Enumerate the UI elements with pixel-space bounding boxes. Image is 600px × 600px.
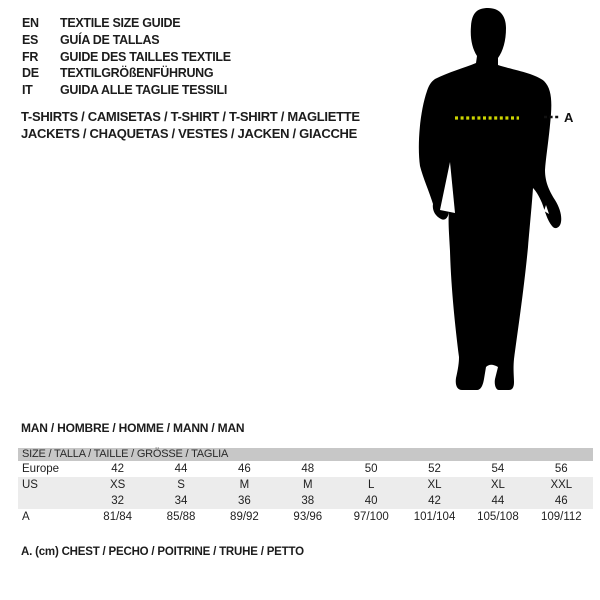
- table-row-us-numeric: [18, 493, 593, 509]
- table-row-chest-a: [18, 509, 593, 525]
- size-cell: S: [177, 479, 185, 491]
- size-cell: 52: [428, 463, 441, 475]
- language-code: EN: [22, 16, 39, 31]
- language-row-en: [22, 15, 231, 32]
- size-cell: 48: [301, 463, 315, 475]
- size-cell: 46: [554, 495, 568, 507]
- size-cell: 34: [174, 495, 188, 507]
- language-label: GUIDA ALLE TAGLIE TESSILI: [60, 83, 228, 98]
- measure-label-a: A: [564, 110, 574, 125]
- table-row-us: [18, 477, 593, 493]
- size-table: [18, 448, 593, 525]
- row-label: A: [22, 511, 30, 523]
- language-code: FR: [22, 49, 39, 64]
- size-cell: XXL: [550, 479, 573, 491]
- size-cell: 93/96: [293, 511, 323, 523]
- size-cell: L: [367, 479, 375, 491]
- size-cell: 46: [238, 463, 251, 475]
- table-row-europe: [18, 461, 593, 477]
- size-cell: 109/112: [540, 511, 582, 523]
- size-cell: 89/92: [230, 511, 259, 523]
- size-cell: 40: [364, 495, 378, 507]
- language-row-de: [22, 65, 231, 82]
- section-title-man: MAN / HOMBRE / HOMME / MANN / MAN: [21, 421, 245, 435]
- size-cell: 44: [491, 495, 505, 507]
- size-cell: M: [303, 479, 313, 491]
- size-cell: 105/108: [477, 511, 519, 523]
- language-code: IT: [22, 83, 33, 98]
- size-cell: XL: [427, 479, 442, 491]
- size-cell: M: [239, 479, 250, 491]
- size-cell: 81/84: [103, 511, 133, 523]
- category-line-tshirts: T-SHIRTS / CAMISETAS / T-SHIRT / T-SHIRT / MAGLIETTE: [21, 109, 360, 124]
- language-code: ES: [22, 33, 39, 48]
- category-lines: [21, 108, 360, 143]
- category-line-jackets: JACKETS / CHAQUETAS / VESTES / JACKEN / GIACCHE: [21, 126, 357, 142]
- size-cell: XL: [490, 479, 505, 491]
- size-cell: 85/88: [166, 511, 196, 523]
- size-cell: 38: [301, 495, 315, 507]
- size-cell: 97/100: [353, 511, 389, 523]
- language-label: GUÍA DE TALLAS: [60, 33, 160, 48]
- row-label: [18, 493, 86, 510]
- row-label: US: [22, 479, 38, 491]
- size-cell: 50: [364, 463, 378, 475]
- language-guide-list: [22, 15, 231, 98]
- man-silhouette: [419, 8, 561, 390]
- size-cell: 32: [111, 495, 125, 507]
- size-cell: 56: [554, 463, 568, 475]
- size-cell: 44: [174, 463, 188, 475]
- man-measurement-figure: [395, 0, 600, 400]
- language-row-es: [22, 32, 231, 49]
- size-cell: 54: [491, 463, 505, 475]
- size-cell: 101/104: [413, 511, 456, 523]
- size-cell: 42: [428, 495, 441, 507]
- size-table-header: SIZE / TALLA / TAILLE / GRÖSSE / TAGLIA: [18, 448, 593, 461]
- language-label: TEXTILE SIZE GUIDE: [60, 16, 181, 31]
- language-label: GUIDE DES TAILLES TEXTILE: [60, 49, 231, 64]
- size-cell: 42: [111, 463, 125, 475]
- language-row-it: [22, 82, 231, 99]
- language-row-fr: [22, 48, 231, 65]
- row-label: Europe: [22, 463, 60, 475]
- size-cell: XS: [110, 479, 126, 491]
- language-code: DE: [22, 66, 39, 81]
- measurement-footnote: A. (cm) CHEST / PECHO / POITRINE / TRUHE / PETTO: [21, 546, 304, 558]
- size-cell: 36: [238, 495, 251, 507]
- language-label: TEXTILGRÖßENFÜHRUNG: [60, 66, 214, 81]
